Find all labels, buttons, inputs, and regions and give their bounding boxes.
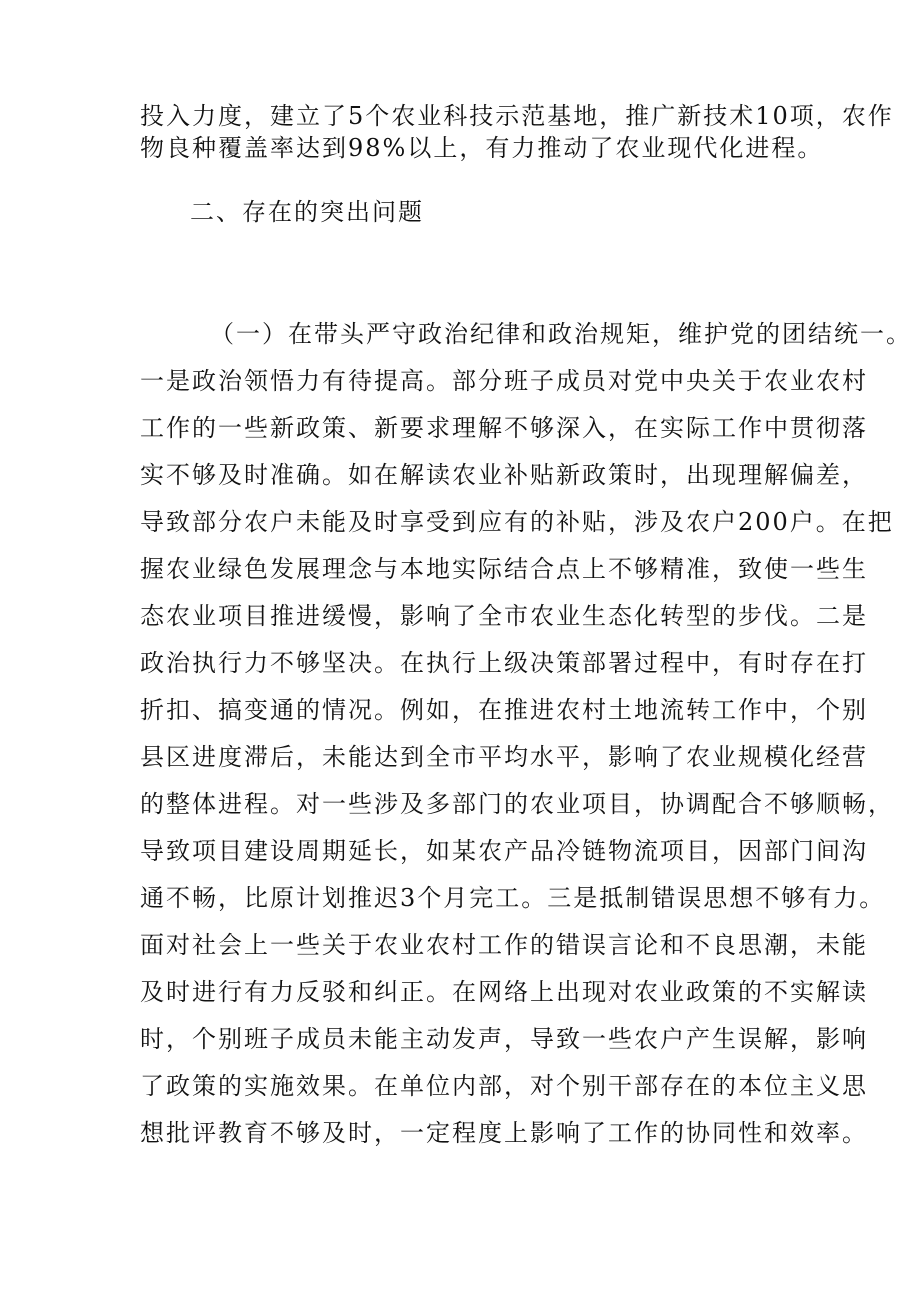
paragraph-line-15: 及时进行有力反驳和纠正。在网络上出现对农业政策的不实解读 <box>140 978 868 1006</box>
paragraph-line-10: 县区进度滞后，未能达到全市平均水平，影响了农业规模化经营 <box>140 743 868 771</box>
paragraph-line-9: 折扣、搞变通的情况。例如，在推进农村土地流转工作中，个别 <box>140 696 868 724</box>
section-heading: 二、存在的突出问题 <box>190 198 424 226</box>
paragraph-line-5: 导致部分农户未能及时享受到应有的补贴，涉及农户200户。在把 <box>140 508 894 536</box>
paragraph-line-13: 通不畅，比原计划推迟3个月完工。三是抵制错误思想不够有力。 <box>140 884 886 912</box>
paragraph-line-1: （一）在带头严守政治纪律和政治规矩，维护党的团结统一。 <box>210 320 912 348</box>
paragraph-line-14: 面对社会上一些关于农业农村工作的错误言论和不良思潮，未能 <box>140 931 868 959</box>
paragraph-line-3: 工作的一些新政策、新要求理解不够深入，在实际工作中贯彻落 <box>140 414 868 442</box>
paragraph-line-16: 时，个别班子成员未能主动发声，导致一些农户产生误解，影响 <box>140 1025 868 1053</box>
intro-line-2: 物良种覆盖率达到98%以上，有力推动了农业现代化进程。 <box>140 134 824 162</box>
paragraph-line-7: 态农业项目推进缓慢，影响了全市农业生态化转型的步伐。二是 <box>140 602 868 630</box>
paragraph-line-12: 导致项目建设周期延长，如某农产品冷链物流项目，因部门间沟 <box>140 837 868 865</box>
paragraph-line-6: 握农业绿色发展理念与本地实际结合点上不够精准，致使一些生 <box>140 555 868 583</box>
paragraph-line-8: 政治执行力不够坚决。在执行上级决策部署过程中，有时存在打 <box>140 649 868 677</box>
paragraph-line-17: 了政策的实施效果。在单位内部，对个别干部存在的本位主义思 <box>140 1072 868 1100</box>
paragraph-line-4: 实不够及时准确。如在解读农业补贴新政策时，出现理解偏差， <box>140 461 868 489</box>
paragraph-line-2: 一是政治领悟力有待提高。部分班子成员对党中央关于农业农村 <box>140 367 868 395</box>
paragraph-line-11: 的整体进程。对一些涉及多部门的农业项目，协调配合不够顺畅， <box>140 790 894 818</box>
intro-line-1: 投入力度，建立了5个农业科技示范基地，推广新技术10项，农作 <box>140 102 894 130</box>
paragraph-line-18: 想批评教育不够及时，一定程度上影响了工作的协同性和效率。 <box>140 1119 868 1147</box>
